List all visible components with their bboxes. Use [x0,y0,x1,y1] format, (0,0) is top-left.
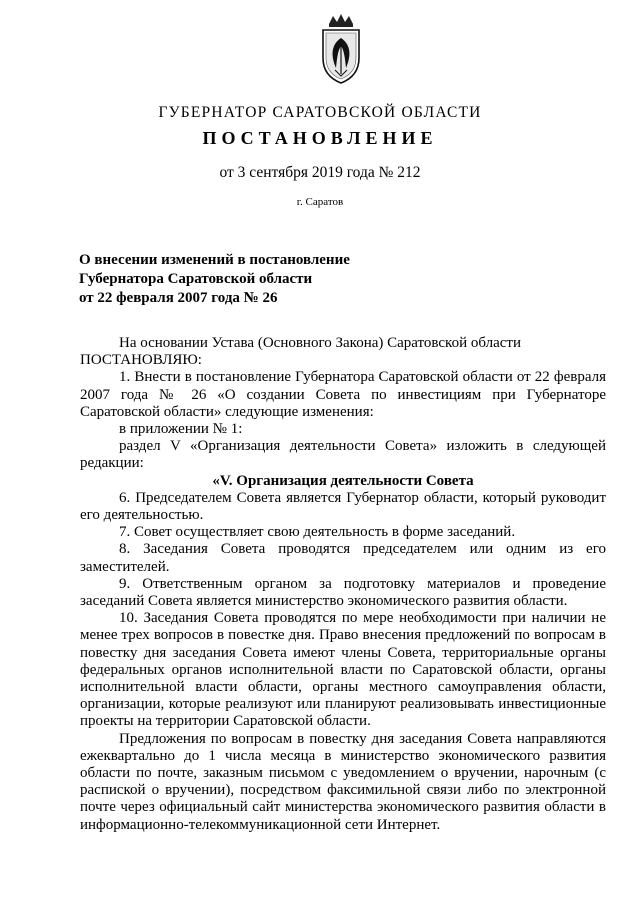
preamble: На основании Устава (Основного Закона) Саратовской области [119,335,522,351]
subject-line: от 22 февраля 2007 года № 26 [79,290,278,306]
document-date-number: от 3 сентября 2019 года № 212 [219,164,421,181]
paragraph-6: 6. Председателем Совета является Губернатор области, который руководит его деятельностью. [80,489,606,524]
paragraph-section-change: раздел V «Организация деятельности Совета» изложить в следующей редакции: [80,438,606,472]
paragraph-9: 9. Ответственным органом за подготовку материалов и проведение заседаний Совета является министерство экономического развития области. [80,575,606,610]
document-type: ПОСТАНОВЛЕНИЕ [202,128,438,148]
section-title: «V. Организация деятельности Совета [212,472,474,489]
paragraph-appendix: в приложении № 1: [119,421,243,438]
document-body [80,335,606,834]
document-city: г. Саратов [296,196,344,208]
subject-line: О внесении изменений в постановление [79,252,350,268]
coat-of-arms-icon [318,14,364,84]
paragraph-8: 8. Заседания Совета проводятся председателем или одним из его заместителей. [80,541,606,575]
paragraph-item-1: 1. Внести в постановление Губернатора Саратовской области от 22 февраля 2007 года № 26 «О создании Совета по инвестициям при Губернаторе Саратовской области» следующие изменения: [80,369,606,420]
document-subject [79,251,439,308]
paragraph-7: 7. Совет осуществляет свою деятельность в форме заседаний. [119,524,516,541]
paragraph-10: 10. Заседания Совета проводятся по мере необходимости при наличии не менее трех вопросов в повестке дня. Право внесения предложений по вопросам в повестку дня заседания Совета имеют члены Совета, территориальные органы федеральных органов исполнительной власти по Саратовской области, органы исполнительной власти области, органы местного самоуправления области, организации, которые реализуют или планируют реализовывать инвестиционные проекты на территории Саратовской области. [80,610,606,730]
subject-line: Губернатора Саратовской области [79,271,313,287]
decree-word: ПОСТАНОВЛЯЮ: [80,352,202,369]
issuing-authority: ГУБЕРНАТОР САРАТОВСКОЙ ОБЛАСТИ [158,104,482,121]
paragraph-11: Предложения по вопросам в повестку дня заседания Совета направляются ежеквартально до 1 числа месяца в министерство экономического развития области по почте, заказным письмом с уведомлением о вручении, нарочным (с распиской о вручении), посредством факсимильной связи либо по электронной почте через официальный сайт министерства экономического развития области в информационно-телекоммуникационной сети Интернет. [80,730,606,833]
